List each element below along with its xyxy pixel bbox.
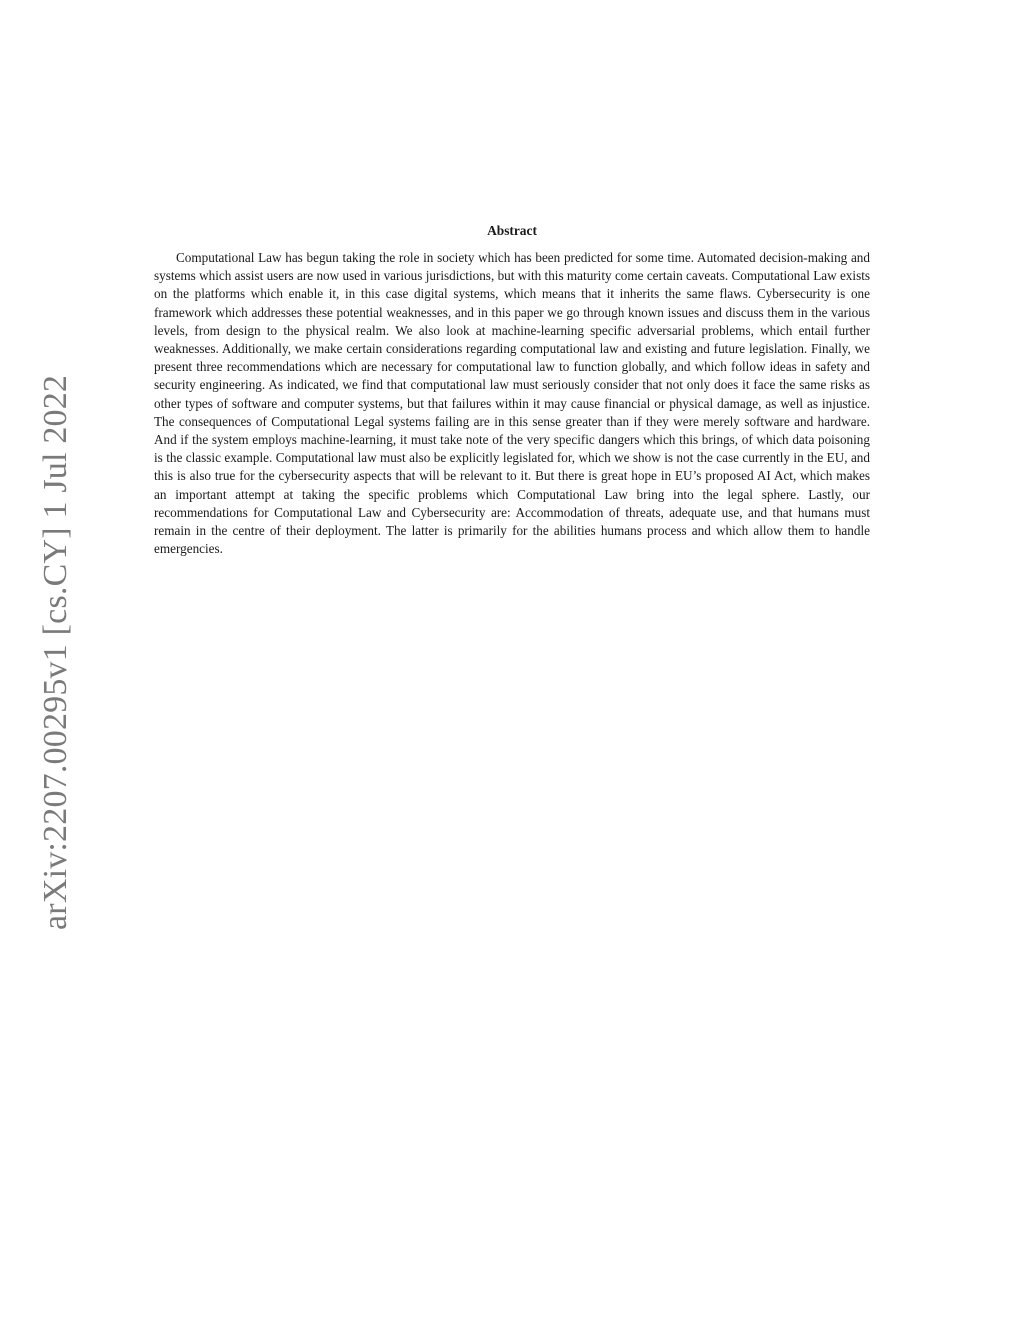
abstract-body: Computational Law has begun taking the role in society which has been predicted for some time. Automated decision-making and systems which assist users are now used in various jurisdictions, but with this maturity come certain caveats. Computational Law exists on the platforms which enable it, in this case digital systems, which means that it inherits the same flaws. Cybersecurity is one framework which addresses these potential weaknesses, and in this paper we go through known issues and discuss them in the various levels, from design to the physical realm. We also look at machine-learning specific adversarial problems, which entail further weaknesses. Additionally, we make certain considerations regarding computational law and existing and future legislation. Finally, we present three recommendations which are necessary for computational law to function globally, and which follow ideas in safety and security engineering. As indicated, we find that computational law must seriously consider that not only does it face the same risks as other types of software and computer systems, but that failures within it may cause financial or physical damage, as well as injustice. The consequences of Computational Legal systems failing are in this sense greater than if they were merely software and hardware. And if the system employs machine-learning, it must take note of the very specific dangers which this brings, of which data poisoning is the classic example. Computational law must also be explicitly legislated for, which we show is not the case currently in the EU, and this is also true for the cybersecurity aspects that will be relevant to it. But there is great hope in EU’s proposed AI Act, which makes an important attempt at taking the specific problems which Computational Law bring into the legal sphere. Lastly, our recommendations for Computational Law and Cybersecurity are: Accommodation of threats, adequate use, and that humans must remain in the centre of their deployment. The latter is primarily for the abilities humans process and which allow them to handle emergencies. bbox=[154, 250, 870, 557]
abstract-section bbox=[154, 221, 870, 558]
arxiv-identifier-stamp: arXiv:2207.00295v1 [cs.CY] 1 Jul 2022 bbox=[37, 374, 74, 930]
abstract-heading: Abstract bbox=[487, 223, 537, 238]
